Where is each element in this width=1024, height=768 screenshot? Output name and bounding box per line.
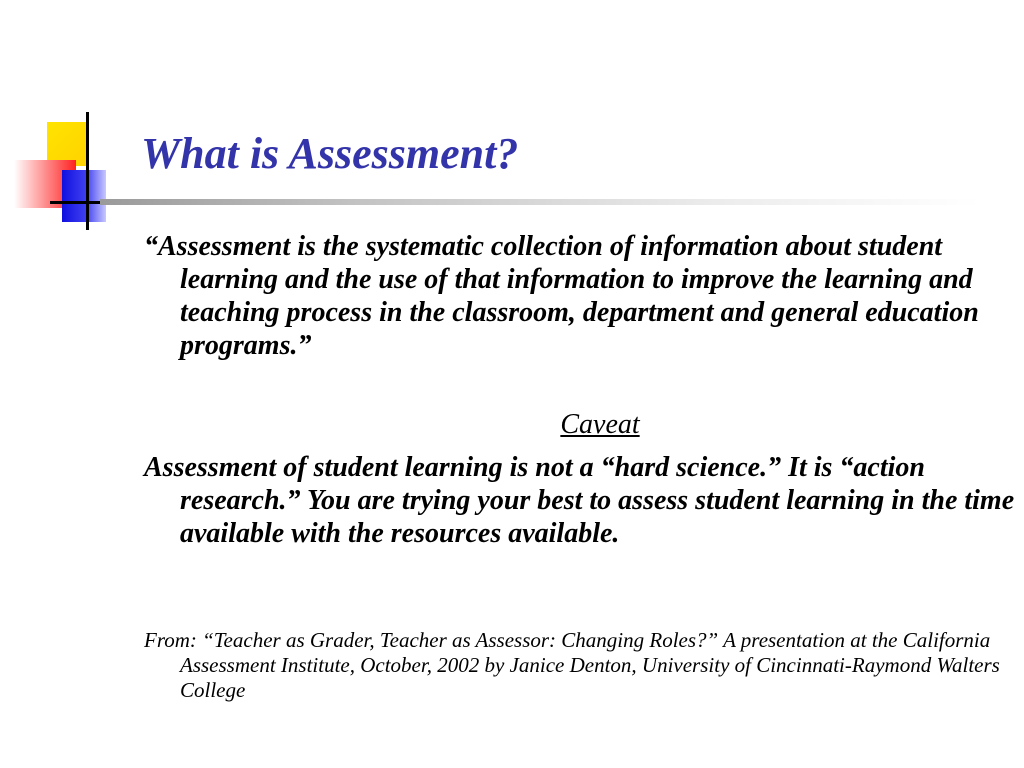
vertical-line-decoration bbox=[86, 112, 89, 230]
title-underline-rule bbox=[100, 199, 980, 205]
definition-quote: “Assessment is the systematic collection of information about student learning and the use of that information to improve the learning and teaching process in the classroom, department and general education programs.” bbox=[144, 231, 979, 361]
caveat-paragraph: Assessment of student learning is not a “hard science.” It is “action research.” You are trying your best to assess student learning in the time available with the resources available. bbox=[144, 452, 1015, 549]
source-citation: From: “Teacher as Grader, Teacher as Assessor: Changing Roles?” A presentation at the California Assessment Institute, October, 2002 by Janice Denton, University of Cincinnati-Raymond Walters College bbox=[144, 628, 1000, 702]
blue-square-decoration bbox=[62, 170, 106, 222]
caveat-heading: Caveat bbox=[560, 409, 640, 440]
slide-title: What is Assessment? bbox=[141, 129, 519, 178]
